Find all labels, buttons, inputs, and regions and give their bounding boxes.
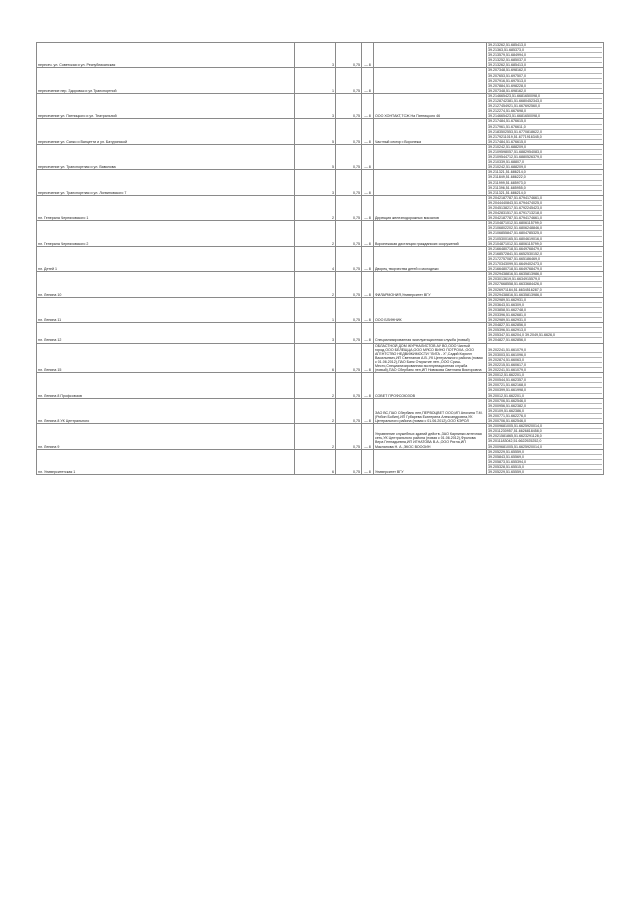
coordinate-line: 39.217484,51.676615,0 <box>488 139 526 144</box>
volume-cell: 0,75 <box>336 43 362 68</box>
coordinate-line: 39.210242,51.688209,0 <box>488 145 602 150</box>
coordinate-line: 39.207348,51.698162,0 <box>488 88 526 93</box>
coordinates-cell <box>487 119 604 144</box>
address-cell: пл. Ленина 12 <box>37 323 295 343</box>
volume-cell: 0,75 <box>336 373 362 398</box>
coordinate-line: 39.2009681005,51.6625920014,0 <box>488 444 542 449</box>
coordinate-line: 39.2011183042,51.6622925252,0 <box>488 439 602 444</box>
coordinate-line: 39.205843,51.65569,0 <box>488 455 602 460</box>
organizations-cell: Дирекция железнодорожных вокзалов <box>374 195 487 220</box>
coordinates-cell <box>487 424 604 449</box>
container-count-cell: 1 <box>295 68 336 93</box>
coordinate-line: 39.2109544712,51.6880526379,0 <box>488 155 602 160</box>
type-code-cell: — 8 <box>362 221 374 246</box>
address-cell: пл. Ленина 15 <box>37 343 295 373</box>
coordinate-line: 39.214665423,51.6681650098,0 <box>488 114 540 119</box>
coordinate-line: 39.213262,51.685413,0 <box>488 43 602 48</box>
type-code-cell: — 8 <box>362 398 374 423</box>
volume-cell: 0,75 <box>336 272 362 297</box>
table-row <box>37 272 604 297</box>
data-table <box>36 42 604 475</box>
coordinate-line: 39.2021581865,51.6623291128,0 <box>488 434 602 439</box>
table-row <box>37 93 604 118</box>
table-row <box>37 119 604 144</box>
address-cell: пл. Детей 1 <box>37 246 295 271</box>
volume-cell: 0,75 <box>336 170 362 195</box>
type-code-cell: — 8 <box>362 144 374 169</box>
coordinates-cell <box>487 144 604 169</box>
coordinate-line: 39.205229,51.65559,0 <box>488 469 524 474</box>
container-count-cell: 3 <box>295 43 336 68</box>
type-code-cell: — 8 <box>362 424 374 449</box>
type-code-cell: — 8 <box>362 68 374 93</box>
coordinate-line: 39.2127454921,51.667692560,0 <box>488 104 602 109</box>
coordinates-cell <box>487 246 604 271</box>
coordinate-line: 39.205347,51.66204,0 39.2049,51.6626,0 <box>488 333 602 338</box>
organizations-cell <box>374 170 487 195</box>
coordinates-cell <box>487 343 604 373</box>
coordinate-line: 39.200706,51.662546,0 <box>488 419 526 424</box>
volume-cell: 0,75 <box>336 119 362 144</box>
coordinate-line: 39.211999,51.685973,0 <box>488 181 602 186</box>
coordinate-line: 39.211849,51.686222,0 <box>488 175 602 180</box>
organizations-cell: Дворец творчества детей и молодежи <box>374 246 487 271</box>
volume-cell: 0,75 <box>336 221 362 246</box>
container-count-cell: 3 <box>295 170 336 195</box>
organizations-cell: ОБЛАСТНОЙ ДОМ ЖУРНАЛИСТОВ АУ ВО,ООО Чистый город,ООО БЕЛЕЩЦА,ООО МЯСО ВИНО ПОТРОХА ,ООО АГЕНТСТВО НЕДВИЖИМОСТИ "ЛИГА - Х",Садий Кирилл Васильевич,ИП Светланов А.В.,УК Центрального района (новая с 01.06.2012),ПАО Банк Открытие лен.,ООО Сриш-Место,Специализированная эксплуатационная служба (новый),ПАО Сбербанк лен,ИП Новикова Светлана Викторовна <box>374 343 487 373</box>
volume-cell: 0,75 <box>336 246 362 271</box>
coordinates-cell <box>487 297 604 322</box>
coordinate-line: 39.210242,51.688209,0 <box>488 165 526 170</box>
coordinate-line: 39.207884,51.698228,0 <box>488 84 602 89</box>
coordinate-line: 39.202241,51.661079,0 <box>488 348 602 353</box>
coordinate-line: 39.203013619,51.6634915579,0 <box>488 277 602 282</box>
coordinate-line: 39.212274,51.667698,0 <box>488 109 602 114</box>
coordinate-line: 39.2109598057,51.6882954083,0 <box>488 150 602 155</box>
coordinate-line: 39.200544,51.662357,0 <box>488 378 602 383</box>
type-code-cell: — 8 <box>362 272 374 297</box>
coordinate-line: 39.207348,51.698162,0 <box>488 68 602 73</box>
container-count-cell: 2 <box>295 195 336 220</box>
coordinate-line: 39.2045138217,51.6792245423,0 <box>488 206 602 211</box>
type-code-cell: — 8 <box>362 170 374 195</box>
volume-cell: 0,75 <box>336 93 362 118</box>
coordinate-line: 39.200721,51.662168,0 <box>488 383 602 388</box>
table-row <box>37 43 604 68</box>
coordinate-line: 39.20109,51.662386,0 <box>488 409 602 414</box>
type-code-cell: — 8 <box>362 93 374 118</box>
coordinate-line: 39.213252,51.685037,0 <box>488 58 602 63</box>
coordinate-line: 39.213579,51.684994,0 <box>488 53 602 58</box>
type-code-cell: — 8 <box>362 343 374 373</box>
address-cell: пл. Ленина 8 Профсоюзов <box>37 373 295 398</box>
coordinates-cell <box>487 195 604 220</box>
type-code-cell: — 8 <box>362 119 374 144</box>
organizations-cell: ООО ХОНТАКТ,ТСЖ На Пятницкого 46 <box>374 93 487 118</box>
table-row <box>37 449 604 474</box>
table-row <box>37 68 604 93</box>
coordinate-line: 39.205229,51.65559,0 <box>488 450 602 455</box>
coordinate-line: 39.20012,51.662201,0 <box>488 373 602 378</box>
coordinate-line: 39.202874,51.66063,0 <box>488 358 602 363</box>
coordinate-line: 39.207916,51.697513,0 <box>488 79 602 84</box>
coordinate-line: 39.213262,51.685413,0 <box>488 63 526 68</box>
coordinate-line: 39.203396,51.662681,0 <box>488 313 602 318</box>
table-row <box>37 195 604 220</box>
container-count-cell: 3 <box>295 93 336 118</box>
container-count-cell: 2 <box>295 272 336 297</box>
organizations-cell: Управление служебных зданий действ.,ЗАО Карпинки аптечная сеть,УК Центрального района (новая с 01.06.2012),Фролова Вера Геннадьевна,ИП ИГНАТОВА В.А.,ООО Ригла,ИП Макланова Н. А.,ЭКОС ВОООИН <box>374 424 487 449</box>
coordinates-cell <box>487 272 604 297</box>
type-code-cell: — 8 <box>362 373 374 398</box>
coordinate-line: 39.217961,51.676611,0 <box>488 125 602 130</box>
coordinate-line: 39.2106855847,51.6804785325,0 <box>488 231 602 236</box>
coordinate-line: 39.207653,51.697507,0 <box>488 74 602 79</box>
coordinate-line: 39.2166480718,51.6649768479,0 <box>488 267 542 272</box>
container-count-cell: 6 <box>295 343 336 373</box>
coordinate-line: 39.2104871012,51.6806115799,0 <box>488 221 602 226</box>
organizations-cell <box>374 144 487 169</box>
address-cell: пл. Университетская 1 <box>37 449 295 474</box>
container-count-cell: 5 <box>295 144 336 169</box>
table-row <box>37 424 604 449</box>
coordinate-line: 39.210339,51.68807,0 <box>488 160 602 165</box>
coordinate-line: 39.214665423,51.6681650098,0 <box>488 94 602 99</box>
coordinate-line: 39.211321,51.686214,0 <box>488 190 526 195</box>
coordinate-line: 39.217484,51.676615,0 <box>488 119 602 124</box>
type-code-cell: — 8 <box>362 323 374 343</box>
volume-cell: 0,75 <box>336 195 362 220</box>
address-cell: пл. Генерала Черняховского 2 <box>37 221 295 246</box>
volume-cell: 0,75 <box>336 343 362 373</box>
organizations-cell: Специализированная эксплуатационная служба (новый) <box>374 323 487 343</box>
coordinates-cell <box>487 170 604 195</box>
address-cell: пл. Ленина 11 <box>37 297 295 322</box>
coordinate-line: 39.205328,51.65515,0 <box>488 465 602 470</box>
container-count-cell: 2 <box>295 398 336 423</box>
coordinate-line: 39.2029438816,51.6635813986,0 <box>488 272 602 277</box>
organizations-cell: ФИЛАРМОНИЯ,Университет ВГУ <box>374 272 487 297</box>
organizations-cell: Университет ВГУ <box>374 449 487 474</box>
coordinate-line: 39.2027668558,51.6633684426,0 <box>488 282 602 287</box>
address-cell: пересечение ул. Транспортная и ул. Логвиновского 7 <box>37 170 295 195</box>
coordinate-line: 39.205873,51.655394,0 <box>488 460 602 465</box>
volume-cell: 0,75 <box>336 424 362 449</box>
type-code-cell: — 8 <box>362 297 374 322</box>
table-row <box>37 373 604 398</box>
type-code-cell: — 8 <box>362 43 374 68</box>
coordinates-cell <box>487 373 604 398</box>
coordinate-line: 39.2042187787,51.6794174661,0 <box>488 216 542 221</box>
address-cell: пл. Ленина 8 УК Центрального <box>37 398 295 423</box>
coordinate-line: 39.203643,51.66309,0 <box>488 303 602 308</box>
coordinates-cell <box>487 68 604 93</box>
table-row <box>37 323 604 343</box>
address-cell: пересечение пер. Здоровья и ул.Транспортной <box>37 68 295 93</box>
coordinate-line: 39.202989,51.662931,0 <box>488 298 602 303</box>
coordinate-line: 39.2128742381,51.6680452343,0 <box>488 99 602 104</box>
table-row <box>37 246 604 271</box>
coordinates-cell <box>487 449 604 474</box>
table-row <box>37 398 604 423</box>
coordinates-cell <box>487 398 604 423</box>
organizations-cell: ООО БЛИННИК <box>374 297 487 322</box>
coordinates-cell <box>487 43 604 68</box>
coordinate-line: 39.2106802202,51.6806248846,0 <box>488 226 602 231</box>
organizations-cell: СОВЕТ ПРОФСОЮЗОВ <box>374 373 487 398</box>
table-row <box>37 144 604 169</box>
volume-cell: 0,75 <box>336 398 362 423</box>
address-cell: пересеч. ул. Советская и ул. Республиканская <box>37 43 295 68</box>
coordinates-cell <box>487 93 604 118</box>
container-count-cell: 2 <box>295 373 336 398</box>
type-code-cell: — 8 <box>362 195 374 220</box>
coordinate-line: 39.2179211019,51.6771916345,0 <box>488 135 602 140</box>
organizations-cell <box>374 43 487 68</box>
coordinate-line: 39.21363,51.685373,0 <box>488 48 602 53</box>
coordinate-line: 39.211396,51.685955,0 <box>488 186 602 191</box>
coordinate-line: 39.200771,51.662276,0 <box>488 414 602 419</box>
table-row <box>37 343 604 373</box>
coordinate-line: 39.2172757087,51.665186469,0 <box>488 257 602 262</box>
coordinate-line: 39.200399,51.661998,0 <box>488 388 602 393</box>
volume-cell: 0,75 <box>336 68 362 93</box>
volume-cell: 0,75 <box>336 323 362 343</box>
coordinate-line: 39.203858,51.662748,0 <box>488 308 602 313</box>
coordinate-line: 39.2009681005,51.6625920014,0 <box>488 424 602 429</box>
coordinate-line: 39.200706,51.662546,0 <box>488 399 602 404</box>
coordinate-line: 39.2105300165,51.6804619016,0 <box>488 237 602 242</box>
organizations-cell <box>374 68 487 93</box>
container-count-cell: 5 <box>295 119 336 144</box>
table-body <box>37 43 604 475</box>
organizations-cell: Частный сектор г.Воронежа <box>374 119 487 144</box>
organizations-cell: Воронежская дистанция гражданских сооружений <box>374 221 487 246</box>
container-count-cell: 4 <box>295 246 336 271</box>
container-count-cell: 6 <box>295 449 336 474</box>
coordinate-line: 39.2029438816,51.6635813986,0 <box>488 292 542 297</box>
address-cell: пересечение ул. Санко и Ванцетти и ул. Батуринской <box>37 119 295 144</box>
address-cell: пл. Генерала Черняховского 1 <box>37 195 295 220</box>
coordinate-line: 39.202989,51.662931,0 <box>488 318 526 323</box>
coordinates-cell <box>487 221 604 246</box>
coordinate-line: 39.2011230957,51.6626818458,0 <box>488 429 602 434</box>
coordinate-line: 39.2183502553,51.6770818622,0 <box>488 130 602 135</box>
coordinate-line: 39.203003,51.661096,0 <box>488 353 602 358</box>
address-cell: пересечение ул. Транспортная и ул. Вавилова <box>37 144 295 169</box>
coordinate-line: 39.211321,51.686214,0 <box>488 170 602 175</box>
coordinate-line: 39.2170343099,51.6649402473,0 <box>488 262 602 267</box>
type-code-cell: — 8 <box>362 246 374 271</box>
coordinate-line: 39.200956,51.662382,0 <box>488 404 602 409</box>
volume-cell: 0,75 <box>336 449 362 474</box>
coordinate-line: 39.204827,51.662856,0 <box>488 323 602 328</box>
container-count-cell: 2 <box>295 424 336 449</box>
coordinate-line: 39.20012,51.662201,0 <box>488 393 524 398</box>
container-count-cell: 1 <box>295 297 336 322</box>
table-row <box>37 297 604 322</box>
address-cell: пересечение ул. Пятницкого и ул. Театральной <box>37 93 295 118</box>
organizations-cell: ЗАО ВС,ПАО Сбербанк лен,ПЕРВОЦВЕТ ООО,ИП Анохина Т.М. (Робин Бобин),ИП Губарева Екатерина Александровна,УК Центрального района (новая с 01.06.2012),ООО КЭРОЛ <box>374 398 487 423</box>
coordinate-line: 39.2042187787,51.6794174661,0 <box>488 196 602 201</box>
coordinate-line: 39.2166480718,51.6649768479,0 <box>488 247 602 252</box>
coordinate-line: 39.2042831517,51.6791713218,0 <box>488 211 602 216</box>
coordinate-line: 39.202241,51.661079,0 <box>488 368 526 373</box>
coordinate-line: 39.202215,51.660617,0 <box>488 363 602 368</box>
address-cell: пл. Ленина 9 <box>37 424 295 449</box>
coordinate-line: 39.2026971184,51.6634516287,0 <box>488 288 602 293</box>
table-row <box>37 170 604 195</box>
coordinate-line: 39.204827,51.662856,0 <box>488 338 526 343</box>
table-row <box>37 221 604 246</box>
coordinates-cell <box>487 323 604 343</box>
type-code-cell: — 8 <box>362 449 374 474</box>
volume-cell: 0,75 <box>336 144 362 169</box>
coordinate-line: 39.2168572841,51.6652530152,0 <box>488 252 602 257</box>
coordinate-line: 39.2044440843,51.6794474025,0 <box>488 201 602 206</box>
volume-cell: 0,75 <box>336 297 362 322</box>
coordinate-line: 39.205396,51.662913,0 <box>488 328 602 333</box>
container-count-cell: 2 <box>295 221 336 246</box>
container-count-cell: 3 <box>295 323 336 343</box>
coordinate-line: 39.2104871012,51.6806115799,0 <box>488 241 542 246</box>
address-cell: пл. Ленина 10 <box>37 272 295 297</box>
